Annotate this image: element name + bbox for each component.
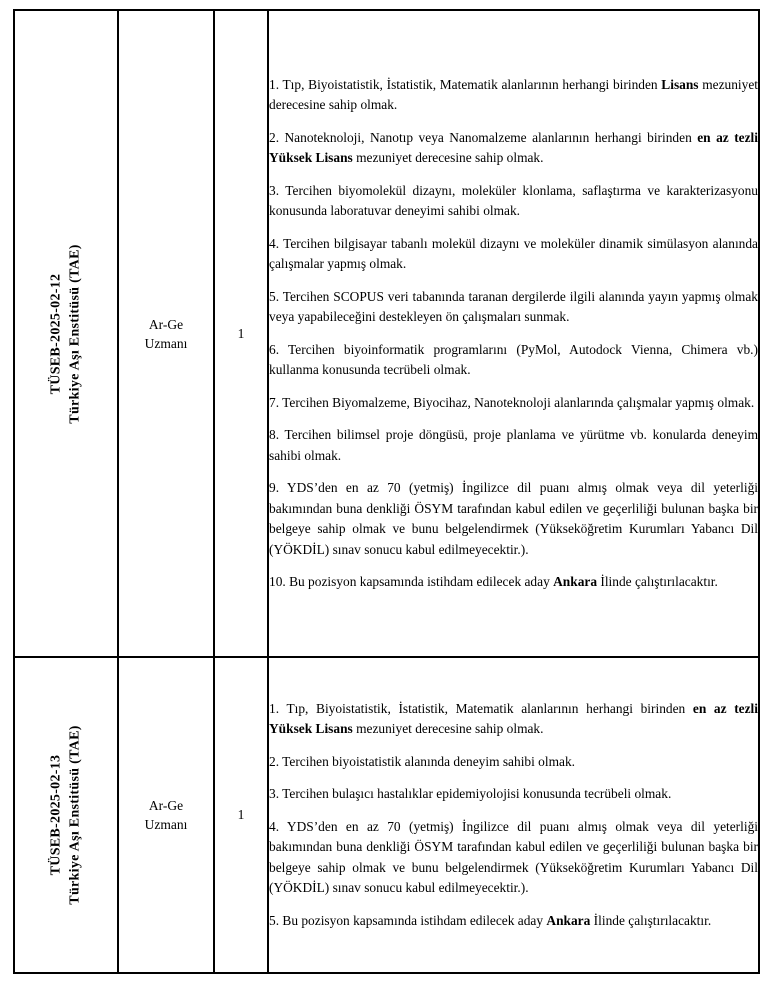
advert-code: TÜSEB-2025-02-12 (49, 273, 65, 394)
requirement-item: 1. Tıp, Biyoistatistik, İstatistik, Matematik alanlarının herhangi birinden en az tezli Yüksek Lisans mezuniyet derecesine sahip olmak. (269, 700, 758, 737)
position-cell (118, 10, 214, 657)
count-cell (214, 657, 268, 973)
advert-code-cell (14, 10, 118, 657)
table-row (14, 657, 759, 973)
institute-name: Türkiye Aşı Enstitüsü (TAE) (68, 243, 84, 424)
requirements-cell (268, 10, 759, 657)
job-postings-table (13, 9, 760, 974)
requirement-item: 4. YDS’den en az 70 (yetmiş) İngilizce dil puanı almış olmak veya dil yeterliği bakımından buna denkliği ÖSYM tarafından kabul edilen ve geçerliliği bulunan başka bir belgeye sahip olmak ve bunu belgelendirmek (Yükseköğretim Kurumları Yabancı Dil (YÖKDİL) sınav sonucu kabul edilmeyecektir.). (269, 818, 758, 896)
requirement-bold-text: Ankara (546, 912, 591, 928)
table-row (14, 10, 759, 657)
requirement-item: 6. Tercihen biyoinformatik programlarını (PyMol, Autodock Vienna, Chimera vb.) kullanma konusunda tecrübeli olmak. (269, 341, 758, 377)
requirement-item: 3. Tercihen biyomolekül dizaynı, moleküler klonlama, saflaştırma ve karakterizasyonu konusunda laboratuvar deneyimi sahibi olmak. (269, 182, 758, 218)
requirement-bold-text: en az tezli Yüksek Lisans (269, 700, 758, 737)
institute-name: Türkiye Aşı Enstitüsü (TAE) (68, 725, 84, 905)
requirement-item: 9. YDS’den en az 70 (yetmiş) İngilizce dil puanı almış olmak veya dil yeterliği bakımından buna denkliği ÖSYM tarafından kabul edilen ve geçerliliği bulunan başka bir belgeye sahip olmak ve bunu belgelendirmek (Yükseköğretim Kurumları Yabancı Dil (YÖKDİL) sınav sonucu kabul edilmeyecektir.). (269, 480, 758, 557)
advert-code: TÜSEB-2025-02-13 (49, 754, 65, 876)
rotated-label (47, 725, 85, 904)
requirement-bold-text: Lisans (661, 76, 699, 92)
rotated-label (47, 244, 85, 423)
requirement-item: 4. Tercihen bilgisayar tabanlı molekül dizaynı ve moleküler dinamik simülasyon alanında çalışmalar yapmış olmak. (269, 235, 758, 271)
advert-code-cell (14, 657, 118, 973)
requirement-item: 8. Tercihen bilimsel proje döngüsü, proje planlama ve yürütme vb. konularda deneyim sahibi olmak. (269, 427, 758, 463)
position-count: 1 (237, 325, 245, 341)
rotated-label-wrapper (15, 658, 117, 972)
position-cell (118, 657, 214, 973)
rotated-label-wrapper (15, 11, 117, 656)
requirement-item: 5. Tercihen SCOPUS veri tabanında taranan dergilerde ilgili alanında yayın yapmış olmak veya yapabileceğini destekleyen ön çalışmaları sunmak. (269, 288, 758, 324)
requirement-item: 3. Tercihen bulaşıcı hastalıklar epidemiyolojisi konusunda tecrübeli olmak. (269, 786, 672, 802)
requirement-item: 1. Tıp, Biyoistatistik, İstatistik, Matematik alanlarının herhangi birinden Lisans mezuniyet derecesine sahip olmak. (269, 76, 758, 112)
requirement-item: 2. Tercihen biyoistatistik alanında deneyim sahibi olmak. (269, 753, 575, 769)
requirement-item: 2. Nanoteknoloji, Nanotıp veya Nanomalzeme alanlarının herhangi birinden en az tezli Yüksek Lisans mezuniyet derecesine sahip olmak. (269, 129, 758, 165)
requirement-item: 10. Bu pozisyon kapsamında istihdam edilecek aday Ankara İlinde çalıştırılacaktır. (269, 574, 718, 589)
position-count: 1 (237, 807, 245, 822)
requirements-cell (268, 657, 759, 973)
requirement-item: 5. Bu pozisyon kapsamında istihdam edilecek aday Ankara İlinde çalıştırılacaktır. (269, 912, 712, 928)
requirement-bold-text: Ankara (553, 574, 598, 589)
count-cell (214, 10, 268, 657)
position-title: Ar-Ge Uzmanı (144, 798, 188, 832)
requirement-item: 7. Tercihen Biyomalzeme, Biyocihaz, Nanoteknoloji alanlarında çalışmalar yapmış olmak. (269, 394, 755, 410)
position-title: Ar-Ge Uzmanı (144, 316, 188, 351)
requirement-bold-text: en az tezli Yüksek Lisans (269, 129, 758, 165)
